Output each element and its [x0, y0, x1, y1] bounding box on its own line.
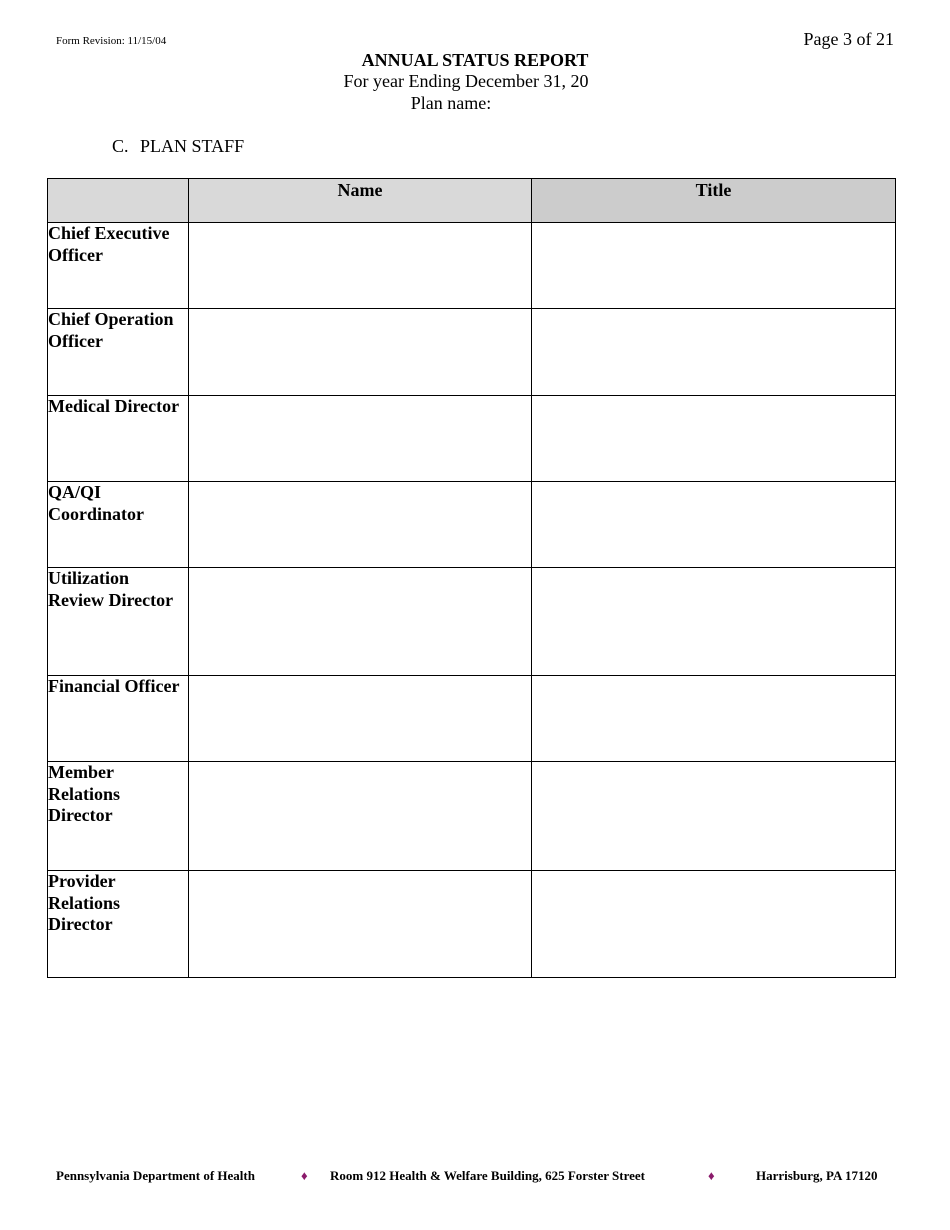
table-row — [48, 676, 896, 762]
title-cell[interactable] — [532, 762, 896, 871]
table-row — [48, 396, 896, 482]
table-header-row — [48, 179, 896, 223]
name-cell[interactable] — [189, 396, 532, 482]
plan-staff-table — [47, 178, 896, 978]
name-cell[interactable] — [189, 871, 532, 978]
title-cell[interactable] — [532, 223, 896, 309]
role-cell: Provider Relations Director — [48, 871, 189, 978]
section-letter: C. — [112, 136, 129, 156]
plan-name-label: Plan name: — [410, 93, 492, 113]
title-cell[interactable] — [532, 396, 896, 482]
header-name-cell: Name — [189, 179, 532, 223]
name-cell[interactable] — [189, 762, 532, 871]
table-row — [48, 223, 896, 309]
year-ending-line: For year Ending December 31, 20 — [343, 71, 589, 91]
role-cell: Member Relations Director — [48, 762, 189, 871]
header-role-cell — [48, 179, 189, 223]
name-cell[interactable] — [189, 568, 532, 676]
title-cell[interactable] — [532, 676, 896, 762]
page-number: Page 3 of 21 — [803, 29, 894, 49]
title-cell[interactable] — [532, 568, 896, 676]
role-cell: Chief Executive Officer — [48, 223, 189, 309]
table-row — [48, 762, 896, 871]
section-title: PLAN STAFF — [140, 136, 245, 156]
footer-address: Room 912 Health & Welfare Building, 625 Forster Street — [330, 1168, 645, 1183]
table-row — [48, 871, 896, 978]
role-cell: Financial Officer — [48, 676, 189, 762]
form-revision: Form Revision: 11/15/04 — [56, 35, 167, 47]
title-cell[interactable] — [532, 871, 896, 978]
footer-separator: ♦ — [708, 1168, 715, 1183]
footer-separator: ♦ — [301, 1168, 308, 1183]
table-row — [48, 568, 896, 676]
role-cell: Medical Director — [48, 396, 189, 482]
title-cell[interactable] — [532, 482, 896, 568]
table-row — [48, 309, 896, 396]
title-cell[interactable] — [532, 309, 896, 396]
report-title: ANNUAL STATUS REPORT — [361, 50, 589, 70]
role-cell: QA/QI Coordinator — [48, 482, 189, 568]
table-row — [48, 482, 896, 568]
role-cell: Chief Operation Officer — [48, 309, 189, 396]
section-heading — [112, 136, 244, 157]
name-cell[interactable] — [189, 223, 532, 309]
footer-city: Harrisburg, PA 17120 — [756, 1168, 878, 1183]
role-cell: Utilization Review Director — [48, 568, 189, 676]
name-cell[interactable] — [189, 676, 532, 762]
footer-department: Pennsylvania Department of Health — [56, 1168, 255, 1183]
name-cell[interactable] — [189, 482, 532, 568]
header-title-cell: Title — [532, 179, 896, 223]
name-cell[interactable] — [189, 309, 532, 396]
